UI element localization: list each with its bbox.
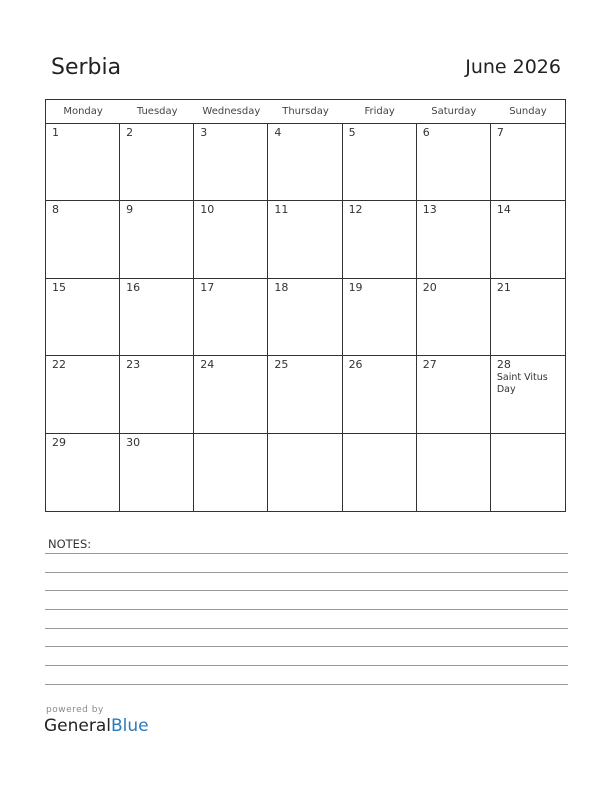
- day-cell: [417, 201, 491, 278]
- notes-line: [45, 609, 568, 610]
- day-number: 11: [274, 203, 289, 217]
- day-number: 22: [52, 358, 66, 372]
- day-number: 8: [52, 203, 59, 217]
- day-cell: [417, 434, 491, 511]
- day-cell: [343, 201, 417, 278]
- day-number: 12: [348, 203, 363, 217]
- weekday-header: Monday: [46, 100, 120, 124]
- powered-by-text: powered by: [46, 705, 104, 715]
- notes-line: [45, 572, 568, 573]
- day-number: 19: [348, 280, 363, 294]
- notes-line: [45, 628, 568, 629]
- day-cell: [417, 124, 491, 201]
- weekday-header: Tuesday: [120, 100, 194, 124]
- day-cell: [46, 201, 120, 278]
- brand-blue: Blue: [111, 716, 149, 736]
- day-number: 18: [274, 280, 289, 294]
- day-number: 28: [496, 358, 511, 372]
- day-cell: [268, 434, 342, 511]
- day-cell: [491, 279, 565, 356]
- notes-line: [45, 553, 568, 554]
- day-cell: [491, 124, 565, 201]
- day-cell: [343, 434, 417, 511]
- day-number: 27: [422, 358, 437, 372]
- day-cell: [491, 201, 565, 278]
- day-number: 25: [274, 358, 289, 372]
- day-cell: [46, 124, 120, 201]
- brand-general: General: [44, 716, 111, 736]
- day-cell: [194, 356, 268, 433]
- day-number: 14: [496, 203, 511, 217]
- weekday-header: Friday: [343, 100, 417, 124]
- day-cell: [120, 356, 194, 433]
- day-cell: [46, 356, 120, 433]
- day-number: 26: [348, 358, 363, 372]
- day-cell: [417, 279, 491, 356]
- day-cell: [343, 279, 417, 356]
- day-cell: [120, 124, 194, 201]
- day-number: 10: [200, 203, 215, 217]
- day-number: 29: [52, 435, 66, 449]
- day-cell: [194, 279, 268, 356]
- day-cell: [46, 434, 120, 511]
- day-cell: [343, 356, 417, 433]
- day-cell: [194, 434, 268, 511]
- day-cell: [268, 124, 342, 201]
- day-cell: [268, 356, 342, 433]
- weekday-header: Thursday: [268, 100, 342, 124]
- day-number: 24: [200, 358, 215, 372]
- day-number: 9: [126, 203, 134, 217]
- day-cell: [268, 201, 342, 278]
- day-cell: [120, 201, 194, 278]
- day-number: 1: [52, 126, 59, 139]
- weekday-header: Wednesday: [194, 100, 268, 124]
- notes-line: [45, 590, 568, 591]
- day-cell: [194, 201, 268, 278]
- country-title: Serbia: [51, 55, 122, 80]
- day-number: 4: [274, 126, 282, 139]
- day-number: 7: [496, 126, 504, 139]
- day-cell: [343, 124, 417, 201]
- weekday-header: Saturday: [417, 100, 491, 124]
- day-cell: [491, 356, 565, 433]
- day-cell: [120, 279, 194, 356]
- day-cell: [268, 279, 342, 356]
- day-number: 6: [422, 126, 430, 139]
- notes-label: NOTES:: [48, 537, 92, 551]
- day-cell: [120, 434, 194, 511]
- day-cell: [491, 434, 565, 511]
- weekday-header: Sunday: [491, 100, 565, 124]
- day-cell: [417, 356, 491, 433]
- brand-logo: [44, 716, 149, 736]
- day-cell: [194, 124, 268, 201]
- day-number: 20: [422, 280, 437, 294]
- notes-line: [45, 684, 568, 685]
- day-number: 16: [126, 280, 141, 294]
- holiday-label: Saint Vitus Day: [496, 372, 548, 396]
- day-number: 5: [348, 126, 356, 139]
- month-year-title: June 2026: [465, 56, 561, 78]
- notes-line: [45, 665, 568, 666]
- day-cell: [46, 279, 120, 356]
- notes-line: [45, 646, 568, 647]
- day-number: 23: [126, 358, 141, 372]
- day-number: 15: [52, 280, 66, 294]
- calendar-grid: [45, 99, 566, 512]
- day-number: 30: [126, 435, 141, 449]
- day-number: 3: [200, 126, 208, 139]
- day-number: 13: [422, 203, 437, 217]
- day-number: 2: [126, 126, 134, 139]
- day-number: 17: [200, 280, 215, 294]
- day-number: 21: [496, 280, 511, 294]
